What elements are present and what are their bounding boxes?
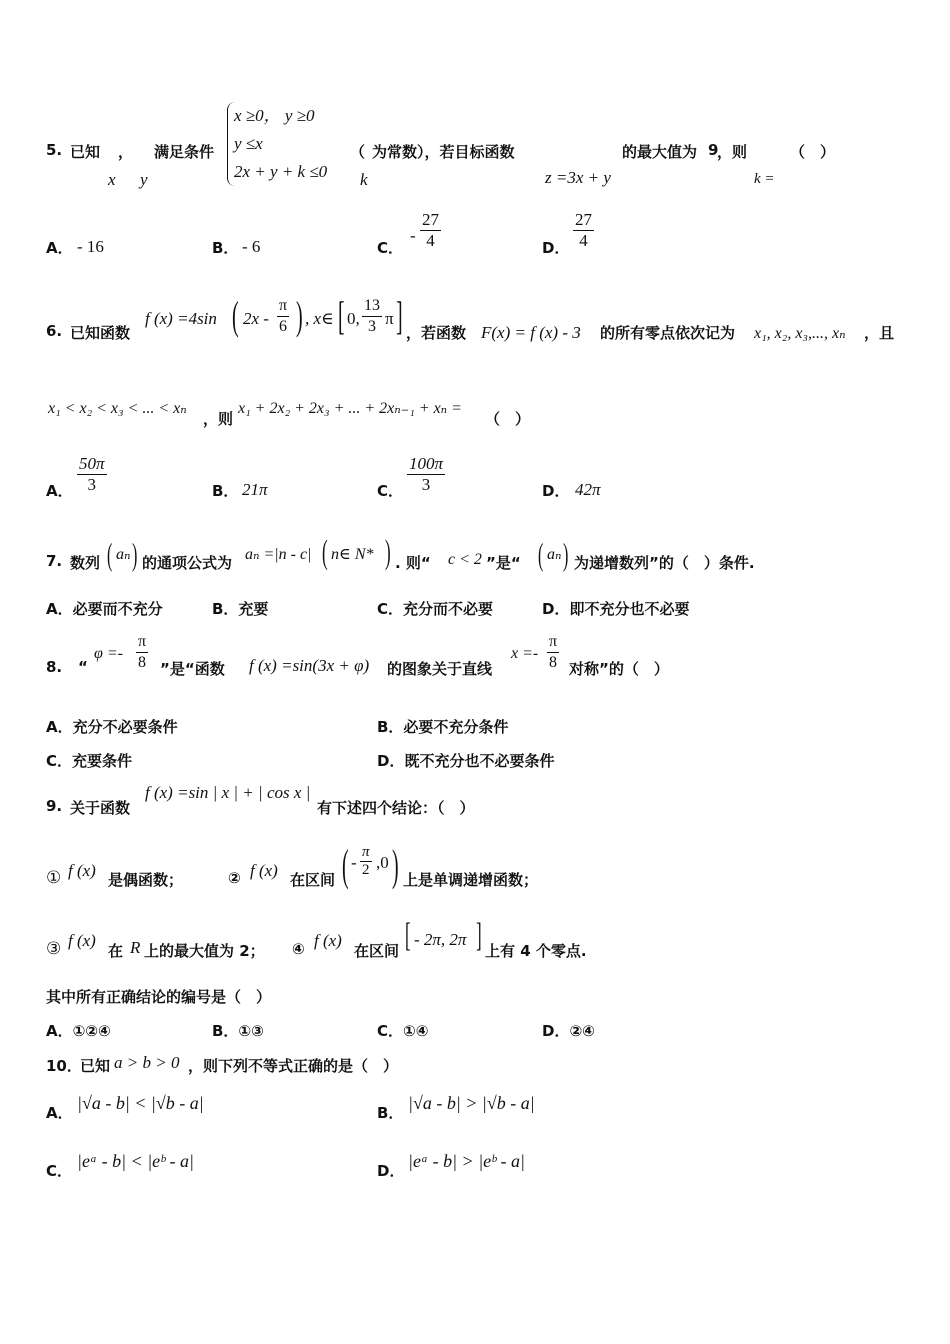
q6-domain: , x∈ — [305, 309, 334, 328]
q7-an: aₙ — [547, 546, 562, 563]
q9-question: 其中所有正确结论的编号是（ ） — [46, 988, 272, 1006]
q9-text: 关于函数 — [70, 799, 131, 817]
q9-R: R — [130, 938, 141, 957]
q7-text: 的通项公式为 — [142, 554, 233, 572]
q6-pi-over-6 — [277, 296, 289, 337]
q10-condition: a > b > 0 — [114, 1053, 180, 1072]
q6-function: f (x) =4sin — [145, 309, 217, 328]
paren-open: ( — [322, 534, 328, 571]
q8-text: 的图象关于直线 — [387, 660, 493, 678]
numerator: π — [547, 632, 559, 653]
option-d: D． — [542, 482, 570, 500]
option-a: A．①②④ — [46, 1022, 111, 1040]
q9-text: 上的最大值为 2； — [144, 942, 265, 960]
option-a: A． — [46, 482, 73, 500]
q9-interval-sign: - — [351, 853, 357, 872]
brace-close: ) — [563, 536, 569, 572]
q9-text: 在 — [108, 942, 124, 960]
numerator: 27 — [575, 210, 592, 229]
option-b-value: 21π — [242, 480, 268, 499]
option-d: D． — [377, 1162, 405, 1180]
paren-close: ) — [385, 534, 391, 571]
option-b-value: - 6 — [242, 237, 261, 256]
option-c-fraction — [420, 210, 441, 251]
option-d-value: |eᵃ - b| > |eᵇ - a| — [408, 1151, 525, 1171]
bracket-open: [ — [338, 293, 345, 338]
option-c: C． — [377, 482, 404, 500]
q5-constraint-system — [227, 102, 327, 186]
denominator: 8 — [549, 654, 558, 671]
q6-text: ，若函数 — [406, 324, 467, 342]
q7-text: 为递增数列”的（ ）条件. — [574, 554, 755, 572]
q5-constraint: y ≤x — [234, 134, 263, 153]
q8-text: 对称”的（ ） — [569, 660, 669, 678]
option-d: D．②④ — [542, 1022, 595, 1040]
denominator: 3 — [421, 475, 431, 494]
option-a-value: - 16 — [77, 237, 104, 256]
paren-close: ) — [296, 293, 303, 338]
numerator: 13 — [362, 296, 382, 317]
q5-text: 已知 — [70, 143, 101, 161]
q6-text: 的所有零点依次记为 — [600, 324, 736, 342]
q5-number: 5. — [46, 141, 63, 159]
option-b: B．必要不充分条件 — [377, 718, 509, 736]
option-d-value: 42π — [575, 480, 601, 499]
bracket-open: [ — [405, 917, 411, 954]
q8-phi: φ =- — [94, 645, 123, 662]
q5-text: 满足条件 — [154, 143, 215, 161]
q9-fx: f (x) — [68, 861, 96, 880]
q9-fx: f (x) — [250, 861, 278, 880]
option-c: C． — [377, 239, 404, 257]
q7-an: aₙ — [116, 546, 131, 563]
q5-var-x: x — [108, 170, 116, 189]
brace-close: ) — [132, 536, 138, 572]
q5-k-eq: k = — [754, 171, 775, 187]
q9-statement-2: ② — [228, 869, 241, 887]
denominator: 6 — [279, 318, 288, 335]
q9-pi-over-2 — [360, 844, 372, 879]
q6-13-over-3 — [362, 296, 382, 337]
q7-formula: aₙ =|n - c| — [245, 546, 312, 563]
paren-close: ) — [392, 841, 399, 890]
paren-open: ( — [232, 293, 239, 338]
q9-statement-3: ③ — [46, 939, 62, 958]
q8-line: x =- — [511, 645, 539, 662]
q6-pi: π — [385, 309, 394, 328]
brace-open: ( — [107, 536, 113, 572]
q5-text: 的最大值为 — [622, 143, 698, 161]
q9-fx: f (x) — [314, 931, 342, 950]
numerator: π — [362, 844, 370, 860]
q9-text: 在区间 — [290, 871, 336, 889]
option-b: B． — [212, 482, 239, 500]
q6-F: F(x) = f (x) - 3 — [481, 323, 581, 342]
brace-open: ( — [538, 536, 544, 572]
q10-text: ，则下列不等式正确的是（ ） — [188, 1057, 399, 1075]
q5-var-k: k — [360, 170, 368, 189]
q9-text: 上有 4 个零点. — [485, 942, 587, 960]
q7-number: 7. — [46, 552, 63, 570]
q5-text: ， — [118, 143, 134, 161]
q8-text: ”是“函数 — [160, 660, 225, 678]
q5-var-y: y — [140, 170, 148, 189]
q8-pi-over-8 — [547, 632, 559, 673]
q5-text: 9 — [708, 141, 719, 159]
option-b: B．①③ — [212, 1022, 264, 1040]
q6-paren: （ ） — [485, 410, 531, 428]
option-c: C．充要条件 — [46, 752, 133, 770]
option-b: B．充要 — [212, 600, 269, 618]
q5-objective: z =3x + y — [545, 168, 611, 187]
numerator: π — [277, 296, 289, 317]
q6-ordering: x₁ < x₂ < x₃ < ... < xₙ — [48, 400, 187, 417]
q10-text: 已知 — [80, 1057, 111, 1075]
q7-condition: n∈ N* — [331, 546, 374, 563]
denominator: 2 — [362, 862, 370, 878]
q5-text: （ — [350, 143, 366, 161]
q6-arg: 2x - — [243, 309, 269, 328]
q8-function: f (x) =sin(3x + φ) — [249, 656, 370, 675]
q5-constraint: 2x + y + k ≤0 — [234, 162, 328, 181]
denominator: 3 — [368, 318, 376, 335]
q9-text: 有下述四个结论：（ ） — [317, 799, 475, 817]
q7-c-cond: c < 2 — [448, 551, 482, 568]
option-b: B． — [377, 1104, 404, 1122]
option-a-value: |√a - b| < |√b - a| — [77, 1093, 204, 1113]
q5-paren: （ ） — [790, 143, 836, 161]
q6-text: ，则 — [203, 410, 234, 428]
bracket-close: ] — [476, 917, 482, 954]
q8-number: 8. — [46, 658, 63, 676]
numerator: 100π — [409, 454, 444, 473]
option-a: A．必要而不充分 — [46, 600, 163, 618]
paren-open: ( — [342, 841, 349, 890]
denominator: 4 — [579, 231, 588, 250]
numerator: 27 — [422, 210, 439, 229]
q6-domain-start: 0, — [347, 309, 360, 328]
option-c-sign: - — [410, 226, 416, 245]
q9-interval: - 2π, 2π — [414, 930, 467, 949]
q7-text: 数列 — [70, 554, 101, 572]
option-d-fraction — [573, 210, 594, 251]
option-a: A．充分不必要条件 — [46, 718, 178, 736]
q5-text: 为常数），若目标函数 — [372, 143, 515, 161]
denominator: 4 — [426, 231, 435, 250]
option-a-fraction — [77, 454, 107, 495]
option-c: C． — [46, 1162, 73, 1180]
option-b: B． — [212, 239, 239, 257]
option-c-fraction — [407, 454, 445, 495]
q7-text: ”是“ — [486, 554, 521, 572]
denominator: 8 — [138, 654, 147, 671]
numerator: π — [136, 632, 148, 653]
option-d: D．即不充分也不必要 — [542, 600, 690, 618]
option-c: C．充分而不必要 — [377, 600, 494, 618]
option-b-value: |√a - b| > |√b - a| — [408, 1093, 535, 1113]
q6-sum: x₁ + 2x₂ + 2x₃ + ... + 2xₙ₋₁ + xₙ = — [238, 400, 462, 417]
q7-text: . 则“ — [395, 554, 431, 572]
option-d: D． — [542, 239, 570, 257]
q6-number: 6. — [46, 322, 63, 340]
denominator: 3 — [87, 475, 97, 494]
option-c-value: |eᵃ - b| < |eᵇ - a| — [77, 1151, 194, 1171]
q6-zeros: x₁, x₂, x₃,..., xₙ — [754, 325, 846, 342]
q9-text: 是偶函数； — [108, 871, 184, 889]
q9-text: 上是单调递增函数； — [403, 871, 539, 889]
q8-pi-over-8 — [136, 632, 148, 673]
q9-statement-1: ① — [46, 868, 62, 887]
q5-constraint: x ≥0， y ≥0 — [234, 106, 315, 125]
q9-statement-4: ④ — [292, 940, 305, 958]
q9-text: 在区间 — [354, 942, 400, 960]
q9-fx: f (x) — [68, 931, 96, 950]
q8-text: “ — [78, 658, 88, 676]
q9-number: 9. — [46, 797, 63, 815]
option-a: A． — [46, 1104, 73, 1122]
q10-number: 10． — [46, 1057, 82, 1075]
q5-text: ，则 — [717, 143, 748, 161]
option-a: A． — [46, 239, 73, 257]
q6-text: 已知函数 — [70, 324, 131, 342]
q6-text: ，且 — [864, 324, 895, 342]
option-d: D．既不充分也不必要条件 — [377, 752, 555, 770]
q9-interval-end: ,0 — [376, 853, 389, 872]
numerator: 50π — [79, 454, 105, 473]
option-c: C．①④ — [377, 1022, 429, 1040]
q9-function: f (x) =sin | x | + | cos x | — [145, 783, 311, 802]
bracket-close: ] — [396, 293, 403, 338]
